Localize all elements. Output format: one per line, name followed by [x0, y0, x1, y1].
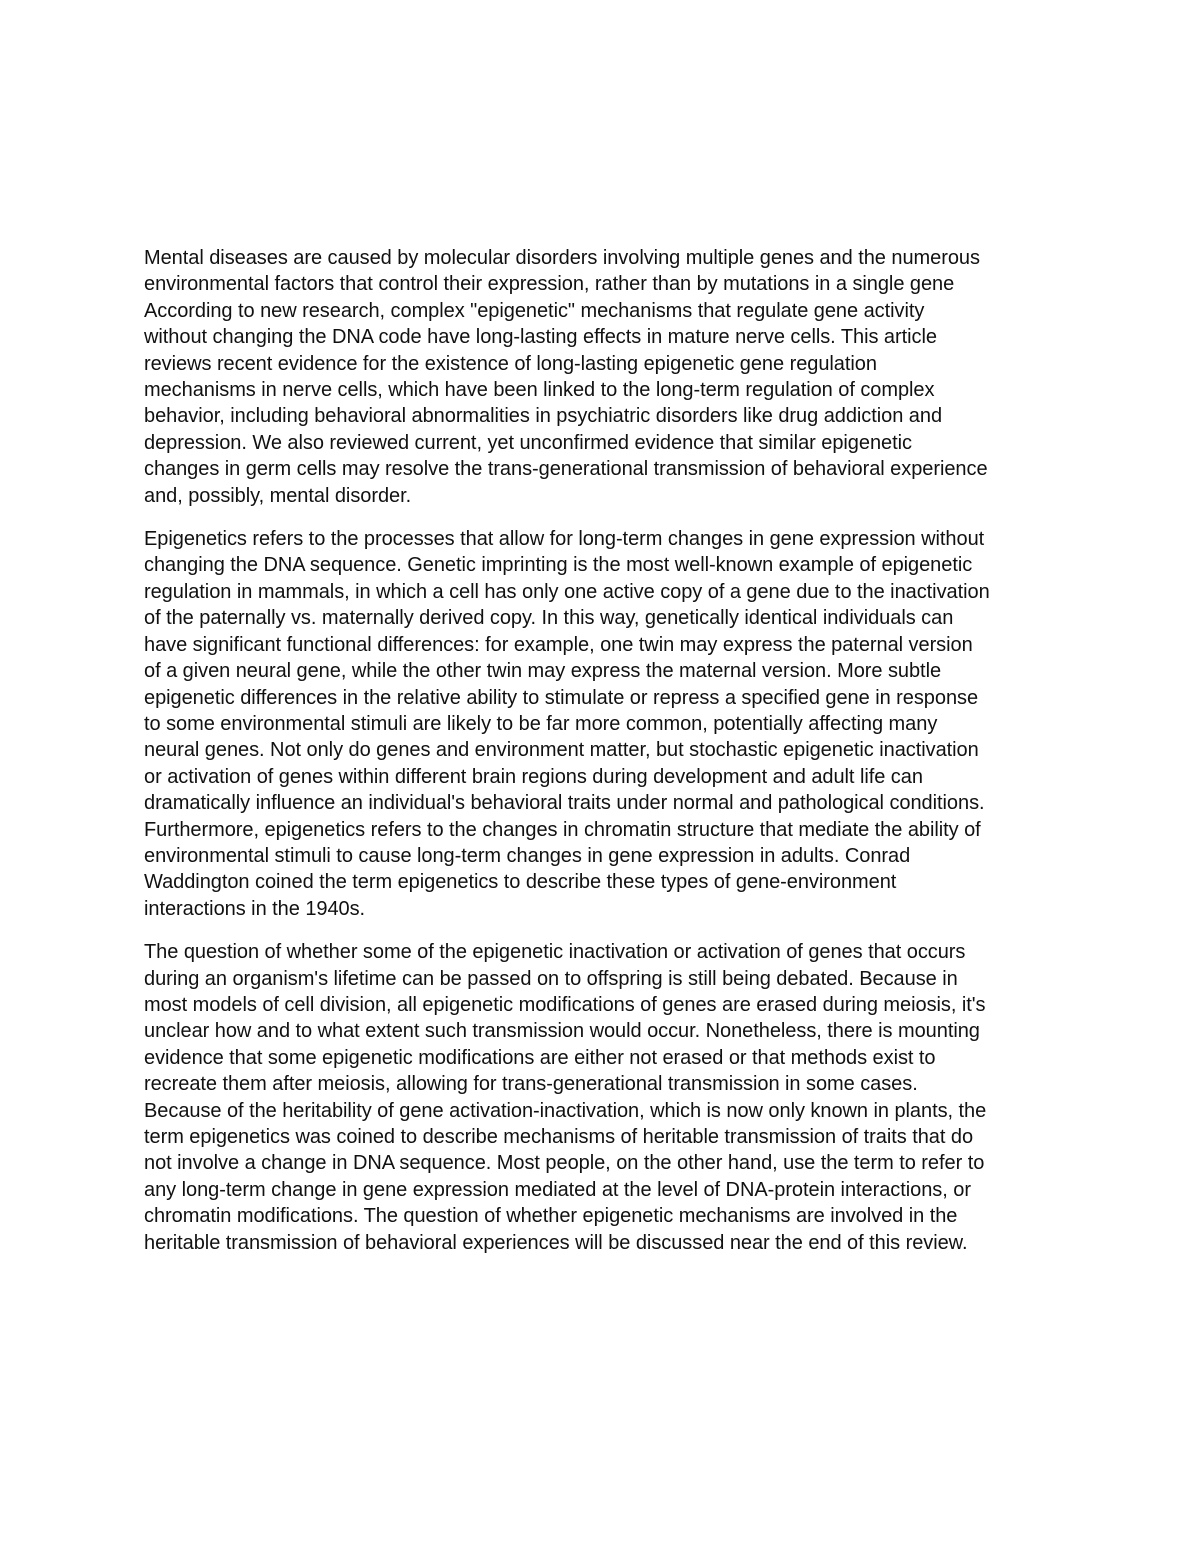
- text-line: mechanisms in nerve cells, which have been linked to the long-term regulation of complex: [144, 379, 935, 402]
- text-line: unclear how and to what extent such transmission would occur. Nonetheless, there is mounting: [144, 1020, 980, 1043]
- text-line: The question of whether some of the epigenetic inactivation or activation of genes that occurs: [144, 941, 966, 964]
- paragraph-2: [144, 526, 1064, 922]
- text-line: dramatically influence an individual's behavioral traits under normal and pathological conditions.: [144, 792, 985, 815]
- text-line: and, possibly, mental disorder.: [144, 484, 412, 507]
- text-line: recreate them after meiosis, allowing for trans-generational transmission in some cases.: [144, 1073, 918, 1096]
- text-line: reviews recent evidence for the existence of long-lasting epigenetic gene regulation: [144, 352, 877, 375]
- text-line: environmental stimuli to cause long-term changes in gene expression in adults. Conrad: [144, 844, 911, 867]
- text-line: Because of the heritability of gene activation-inactivation, which is now only known in plants, the: [144, 1099, 987, 1122]
- text-line: have significant functional differences: for example, one twin may express the paternal version: [144, 633, 973, 656]
- text-line: Waddington coined the term epigenetics to describe these types of gene-environment: [144, 871, 897, 894]
- text-line: Mental diseases are caused by molecular disorders involving multiple genes and the numerous: [144, 247, 980, 269]
- text-line: or activation of genes within different brain regions during development and adult life can: [144, 765, 923, 788]
- text-line: epigenetic differences in the relative ability to stimulate or repress a specified gene in response: [144, 686, 979, 709]
- document-body: [144, 245, 1064, 1273]
- text-line: heritable transmission of behavioral experiences will be discussed near the end of this review.: [144, 1231, 968, 1254]
- text-line: most models of cell division, all epigenetic modifications of genes are erased during meiosis, it's: [144, 993, 986, 1016]
- text-line: environmental factors that control their expression, rather than by mutations in a single gene: [144, 273, 955, 296]
- text-line: of a given neural gene, while the other twin may express the maternal version. More subtle: [144, 660, 942, 683]
- text-line: of the paternally vs. maternally derived copy. In this way, genetically identical individuals can: [144, 607, 954, 630]
- text-line: Furthermore, epigenetics refers to the changes in chromatin structure that mediate the ability of: [144, 818, 981, 841]
- text-line: without changing the DNA code have long-lasting effects in mature nerve cells. This article: [144, 326, 937, 349]
- text-line: to some environmental stimuli are likely to be far more common, potentially affecting many: [144, 712, 938, 735]
- text-line: not involve a change in DNA sequence. Most people, on the other hand, use the term to refer to: [144, 1152, 985, 1175]
- text-line: According to new research, complex "epigenetic" mechanisms that regulate gene activity: [144, 299, 925, 322]
- paragraph-3: [144, 939, 1064, 1256]
- text-line: neural genes. Not only do genes and environment matter, but stochastic epigenetic inactivation: [144, 739, 979, 762]
- text-line: behavior, including behavioral abnormalities in psychiatric disorders like drug addiction and: [144, 405, 943, 428]
- text-line: term epigenetics was coined to describe mechanisms of heritable transmission of traits that do: [144, 1126, 974, 1148]
- text-line: depression. We also reviewed current, yet unconfirmed evidence that similar epigenetic: [144, 431, 912, 454]
- text-line: changes in germ cells may resolve the trans-generational transmission of behavioral experience: [144, 458, 988, 481]
- text-line: during an organism's lifetime can be passed on to offspring is still being debated. Because in: [144, 967, 958, 990]
- text-line: regulation in mammals, in which a cell has only one active copy of a gene due to the inactivation: [144, 580, 990, 603]
- text-line: evidence that some epigenetic modifications are either not erased or that methods exist to: [144, 1046, 936, 1069]
- text-line: changing the DNA sequence. Genetic imprinting is the most well-known example of epigenetic: [144, 554, 973, 577]
- paragraph-1: [144, 245, 1064, 509]
- text-line: Epigenetics refers to the processes that allow for long-term changes in gene expression without: [144, 528, 985, 551]
- text-line: chromatin modifications. The question of whether epigenetic mechanisms are involved in the: [144, 1205, 958, 1228]
- text-line: any long-term change in gene expression mediated at the level of DNA-protein interactions, or: [144, 1178, 971, 1201]
- text-line: interactions in the 1940s.: [144, 897, 366, 920]
